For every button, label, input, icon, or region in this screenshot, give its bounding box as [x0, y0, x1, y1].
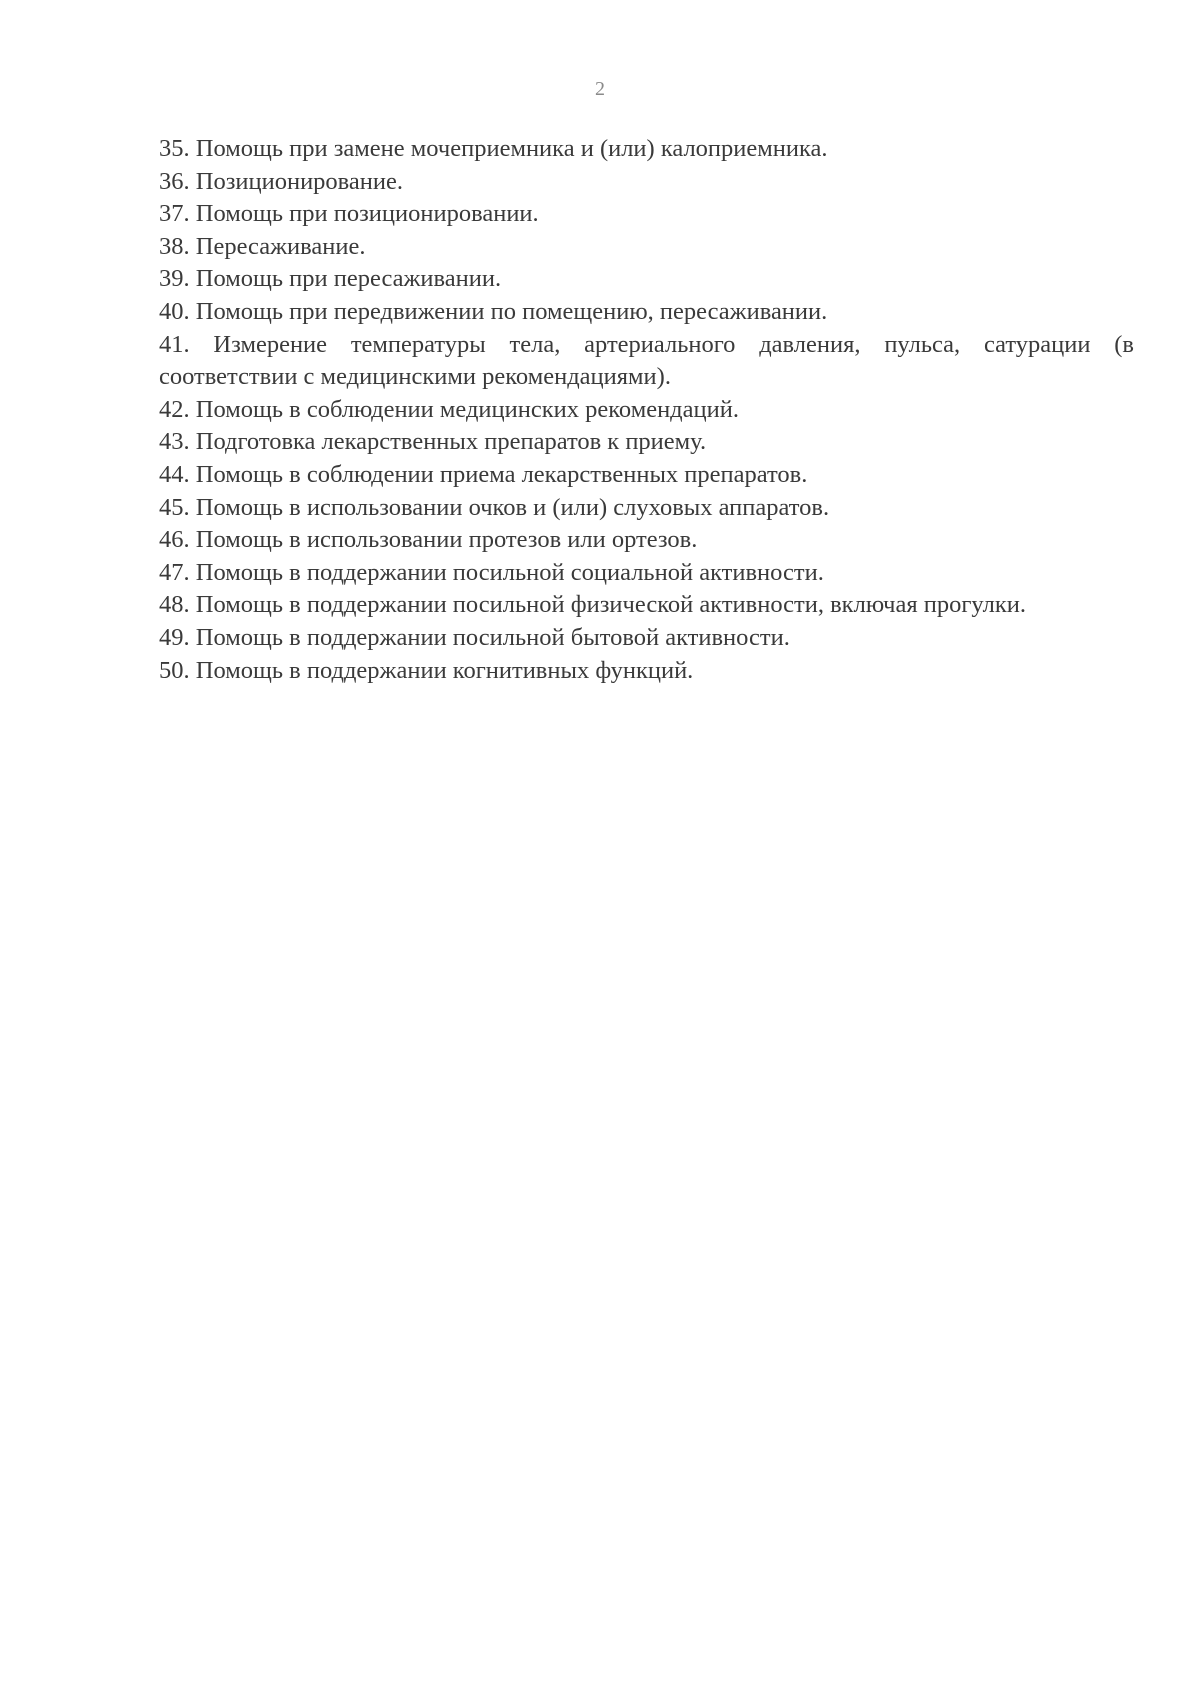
- page-number: 2: [595, 78, 605, 100]
- list-item: 47. Помощь в поддержании посильной социальной активности.: [159, 558, 824, 586]
- list-item: 38. Пересаживание.: [159, 232, 366, 260]
- list-item: 45. Помощь в использовании очков и (или) слуховых аппаратов.: [159, 493, 830, 521]
- list-item: 49. Помощь в поддержании посильной бытовой активности.: [159, 623, 790, 651]
- list-item: 42. Помощь в соблюдении медицинских рекомендаций.: [159, 395, 739, 423]
- list-item: 50. Помощь в поддержании когнитивных функций.: [159, 656, 694, 684]
- list-item: 35. Помощь при замене мочеприемника и (или) калоприемника.: [159, 135, 828, 162]
- list-item: 46. Помощь в использовании протезов или ортезов.: [159, 526, 698, 554]
- list-item: 36. Позиционирование.: [159, 167, 404, 195]
- list-item: 40. Помощь при передвижении по помещению, пересаживании.: [159, 297, 828, 325]
- list-item: 39. Помощь при пересаживании.: [159, 265, 502, 293]
- services-list: [159, 133, 1134, 687]
- list-item: 48. Помощь в поддержании посильной физической активности, включая прогулки.: [159, 591, 1026, 619]
- list-item: 37. Помощь при позиционировании.: [159, 200, 539, 228]
- list-item: 43. Подготовка лекарственных препаратов к приему.: [159, 428, 707, 456]
- list-item: 41. Измерение температуры тела, артериального давления, пульса, сатурации (в соответствии с медицинскими рекомендациями).: [159, 330, 1134, 391]
- list-item: 44. Помощь в соблюдении приема лекарственных препаратов.: [159, 460, 808, 488]
